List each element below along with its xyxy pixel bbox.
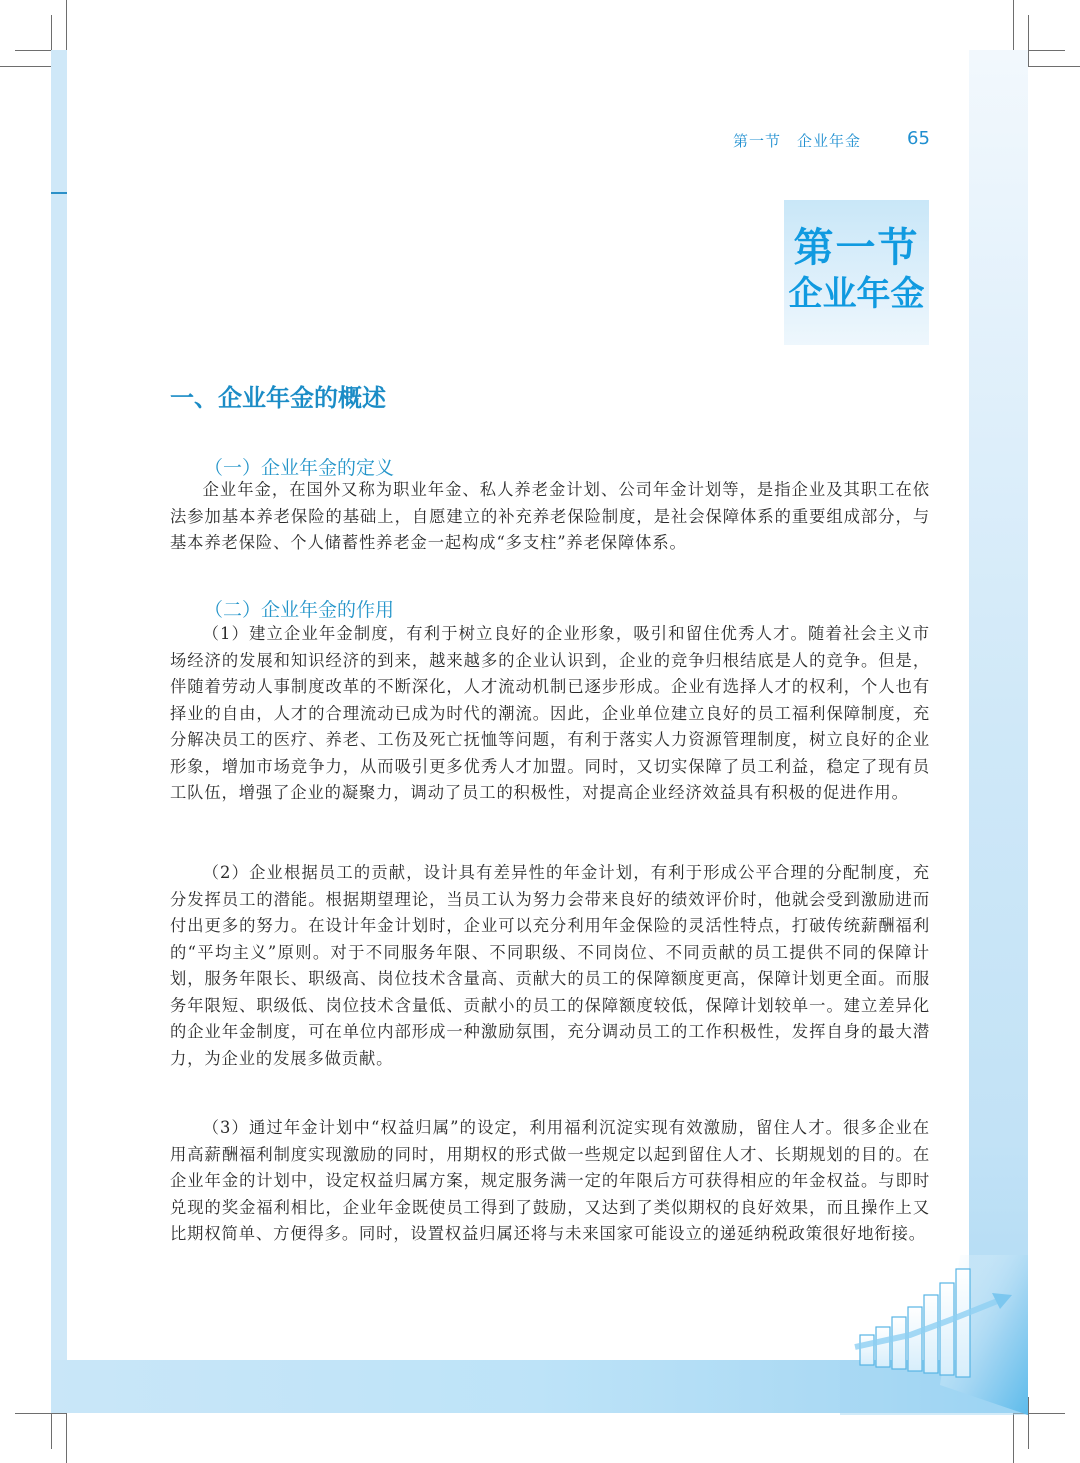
chapter-title-topic: 企业年金 <box>788 274 925 314</box>
page-number: 65 <box>907 128 930 149</box>
chapter-title-box <box>784 200 929 345</box>
running-header-section: 第一节 企业年金 <box>733 132 862 150</box>
section-heading-role: （二）企业年金的作用 <box>204 599 395 621</box>
chapter-title-section: 第一节 <box>793 225 920 271</box>
paragraph-role-1: （1）建立企业年金制度，有利于树立良好的企业形象，吸引和留住优秀人才。随着社会主义市场经济的发展和知识经济的到来，越来越多的企业认识到，企业的竞争归根结底是人的竞争。但是，伴随着劳动人事制度改革的不断深化，人才流动机制已逐步形成。企业有选择人才的权利，个人也有择业的自由，人才的合理流动已成为时代的潮流。因此，企业单位建立良好的员工福利保障制度，充分解决员工的医疗、养老、工伤及死亡抚恤等问题，有利于落实人力资源管理制度，树立良好的企业形象，增加市场竞争力，从而吸引更多优秀人才加盟。同时，又切实保障了员工利益，稳定了现有员工队伍，增强了企业的凝聚力，调动了员工的积极性，对提高企业经济效益具有积极的促进作用。 <box>170 624 930 802</box>
heading-level-1: 一、企业年金的概述 <box>170 384 386 412</box>
paragraph-definition: 企业年金，在国外又称为职业年金、私人养老金计划、公司年金计划等，是指企业及其职工在依法参加基本养老保险的基础上，自愿建立的补充养老保险制度，是社会保障体系的重要组成部分，与基本养老保险、个人储蓄性养老金一起构成“多支柱”养老保障体系。 <box>170 480 930 552</box>
paragraph-role-3: （3）通过年金计划中“权益归属”的设定，利用福利沉淀实现有效激励，留住人才。很多企业在用高薪酬福利制度实现激励的同时，用期权的形式做一些规定以起到留住人才、长期规划的目的。在企业年金的计划中，设定权益归属方案，规定服务满一定的年限后方可获得相应的年金权益。与即时兑现的奖金福利相比，企业年金既使员工得到了鼓励，又达到了类似期权的良好效果，而且操作上又比期权简单、方便得多。同时，设置权益归属还将与未来国家可能设立的递延纳税政策很好地衔接。 <box>170 1118 930 1243</box>
rising-bar-chart-illustration <box>840 1255 1028 1415</box>
left-strip-marker <box>51 192 67 194</box>
left-decorative-strip <box>51 50 67 1413</box>
running-header <box>730 130 930 150</box>
section-heading-definition: （一）企业年金的定义 <box>204 457 395 479</box>
paragraph-role-2: （2）企业根据员工的贡献，设计具有差异性的年金计划，有利于形成公平合理的分配制度，充分发挥员工的潜能。根据期望理论，当员工认为努力会带来良好的绩效评价时，他就会受到激励进而付出更多的努力。在设计年金计划时，企业可以充分利用年金保险的灵活性特点，打破传统薪酬福利的“平均主义”原则。对于不同服务年限、不同职级、不同岗位、不同贡献的员工提供不同的保障计划，服务年限长、职级高、岗位技术含量高、贡献大的员工的保障额度更高，保障计划更全面。而服务年限短、职级低、岗位技术含量低、贡献小的员工的保障额度较低，保障计划较单一。建立差异化的企业年金制度，可在单位内部形成一种激励氛围，充分调动员工的工作积极性，发挥自身的最大潜力，为企业的发展多做贡献。 <box>170 863 930 1068</box>
right-decorative-column <box>969 50 1028 1413</box>
